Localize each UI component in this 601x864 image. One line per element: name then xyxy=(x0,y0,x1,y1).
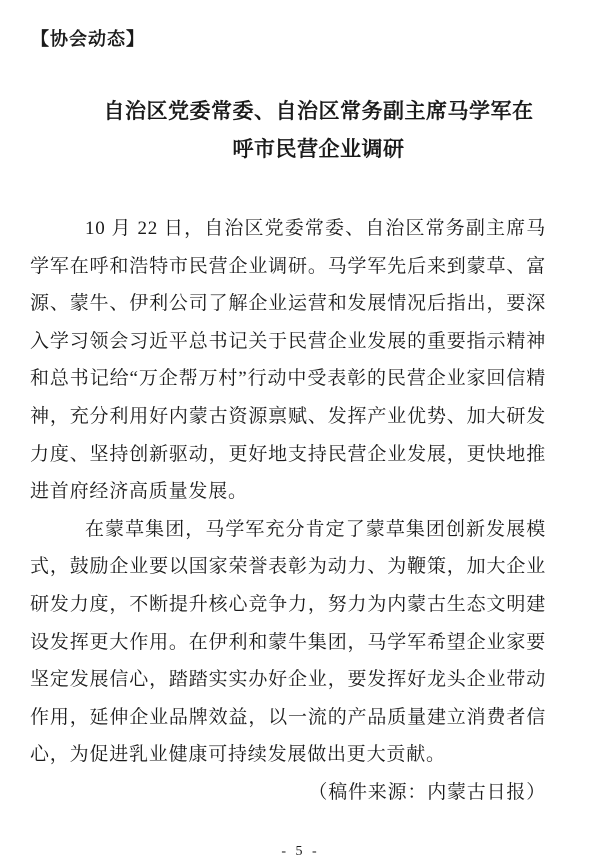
title-line-2: 呼市民营企业调研 xyxy=(232,137,405,161)
document-title xyxy=(36,92,601,168)
title-line-1: 自治区党委常委、自治区常务副主席马学军在 xyxy=(103,99,534,123)
body-paragraph-1: 10 月 22 日，自治区党委常委、自治区常务副主席马学军在呼和浩特市民营企业调研。马学军先后来到蒙草、富源、蒙牛、伊利公司了解企业运营和发展情况后指出，要深入学习领会习近平总书记关于民营企业发展的重要指示精神和总书记给“万企帮万村”行动中受表彰的民营企业家回信精神，充分利用好内蒙古资源禀赋、发挥产业优势、加大研发力度、坚持创新驱动，更好地支持民营企业发展，更快地推进首府经济高质量发展。 xyxy=(30,218,546,503)
page-number: - 5 - xyxy=(281,844,320,859)
source-note: （稿件来源：内蒙古日报） xyxy=(308,781,546,803)
section-label: 【协会动态】 xyxy=(31,29,145,49)
document-body xyxy=(30,210,546,812)
body-paragraph-2: 在蒙草集团，马学军充分肯定了蒙草集团创新发展模式，鼓励企业要以国家荣誉表彰为动力、为鞭策，加大企业研发力度，不断提升核心竞争力，努力为内蒙古生态文明建设发挥更大作用。在伊利和蒙牛集团，马学军希望企业家要坚定发展信心，踏踏实实办好企业，要发挥好龙头企业带动作用，延伸企业品牌效益，以一流的产品质量建立消费者信心，为促进乳业健康可持续发展做出更大贡献。 xyxy=(30,518,546,766)
